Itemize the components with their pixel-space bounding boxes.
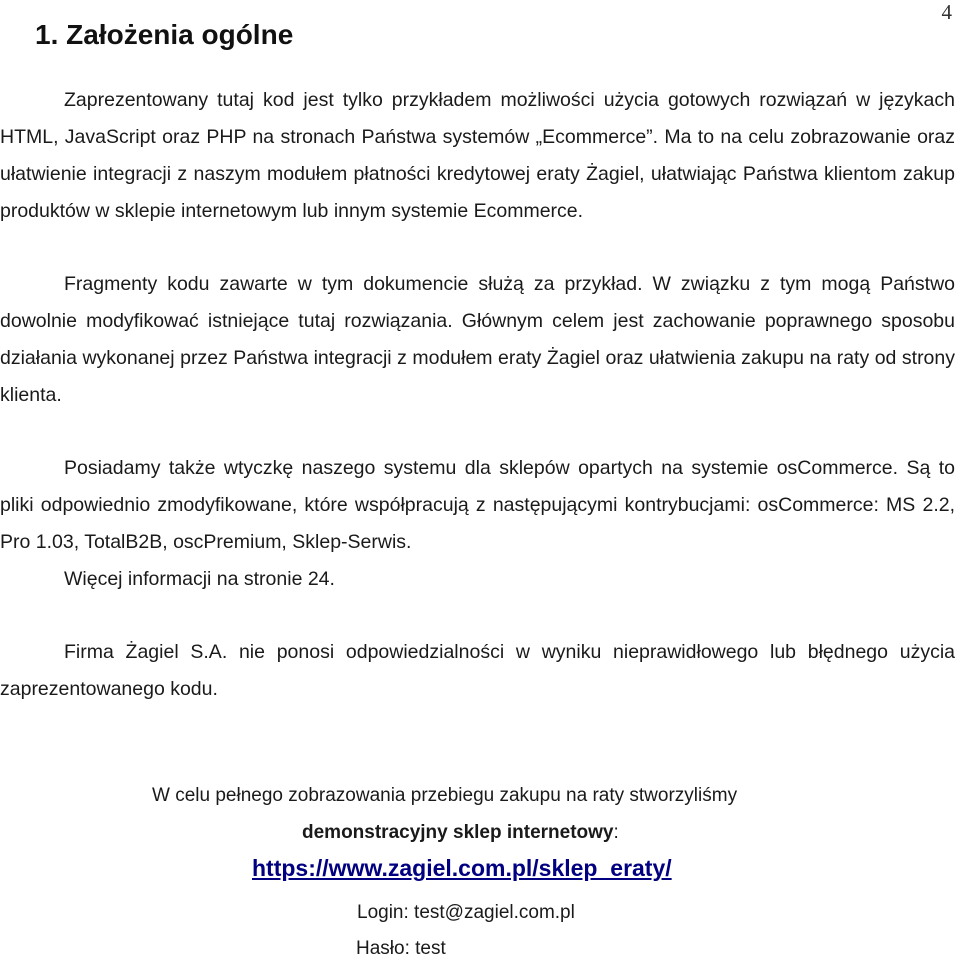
demo-password: Hasło: test — [356, 938, 446, 959]
demo-shop-link[interactable]: https://www.zagiel.com.pl/sklep_eraty/ — [252, 855, 672, 881]
section-heading: 1. Założenia ogólne — [35, 19, 294, 50]
paragraph-disclaimer: Firma Żagiel S.A. nie ponosi odpowiedzialności w wyniku nieprawidłowego lub błędnego użycia zaprezentowanego kodu. — [0, 641, 955, 700]
demo-intro-text: W celu pełnego zobrazowania przebiegu zakupu na raty stworzyliśmy — [152, 785, 738, 806]
paragraph-oscommerce-plugin: Posiadamy także wtyczkę naszego systemu dla sklepów opartych na systemie osCommerce. Są to pliki odpowiednio zmodyfikowane, które współpracują z następującymi kontrybucjami: osCommerce: MS 2.2, Pro 1.03, TotalB2B, oscPremium, Sklep-Serwis. — [0, 457, 955, 553]
demo-shop-label: demonstracyjny sklep internetowy — [302, 822, 614, 843]
demo-shop-colon: : — [613, 822, 619, 843]
paragraph-code-fragments: Fragmenty kodu zawarte w tym dokumencie służą za przykład. W związku z tym mogą Państwo dowolnie modyfikować istniejące tutaj rozwiązania. Głównym celem jest zachowanie poprawnego sposobu działania wykonanej przez Państwa integracji z modułem eraty Żagiel oraz ułatwienia zakupu na raty od strony klienta. — [0, 273, 955, 406]
demo-login: Login: test@zagiel.com.pl — [357, 902, 575, 923]
page-number: 4 — [941, 0, 952, 24]
paragraph-more-info: Więcej informacji na stronie 24. — [64, 568, 335, 590]
demo-url-line — [252, 855, 952, 882]
paragraph-intro: Zaprezentowany tutaj kod jest tylko przykładem możliwości użycia gotowych rozwiązań w językach HTML, JavaScript oraz PHP na stronach Państwa systemów „Ecommerce”. Ma to na celu zobrazowanie oraz ułatwienie integracji z naszym modułem płatności kredytowej eraty Żagiel, ułatwiając Państwa klientom zakup produktów w sklepie internetowym lub innym systemie Ecommerce. — [0, 89, 955, 222]
demo-shop-line — [302, 822, 902, 844]
document-body — [0, 82, 955, 708]
